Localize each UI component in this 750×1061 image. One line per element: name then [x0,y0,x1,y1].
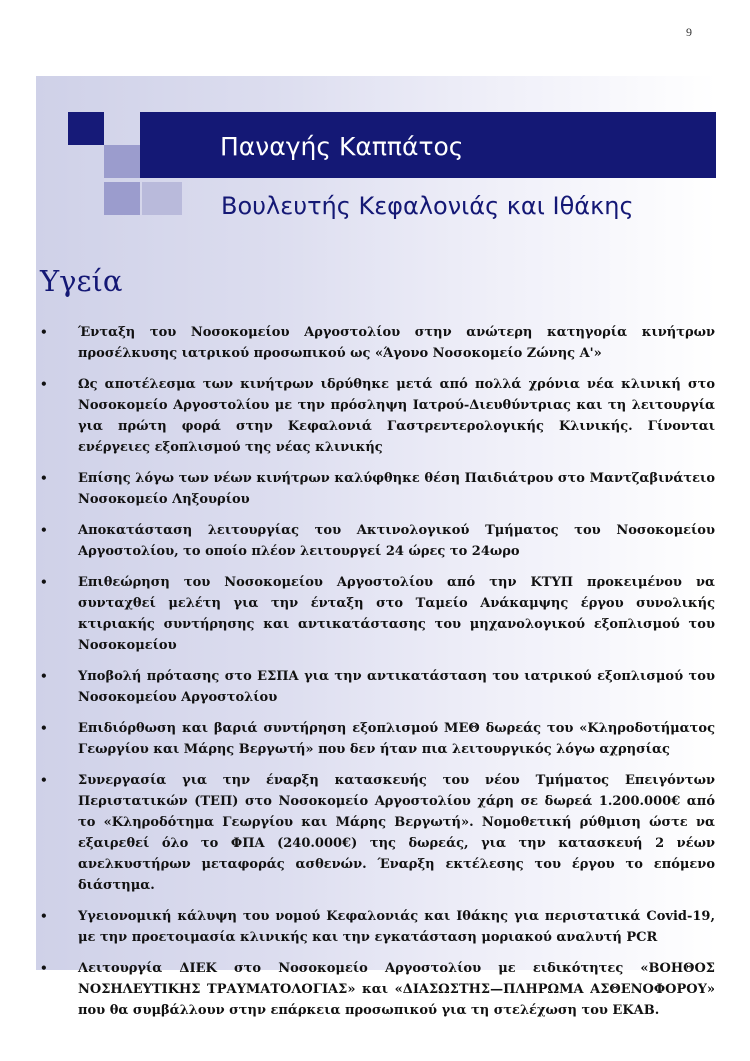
decorative-square-pale [142,182,182,215]
decorative-square-dark [68,112,104,145]
list-item [40,906,715,948]
header-subtitle: Βουλευτής Κεφαλονιάς και Ιθάκης [221,192,634,220]
list-item-text: Ως αποτέλεσμα των κινήτρων ιδρύθηκε μετά από πολλά χρόνια νέα κλινική στο Νοσοκομείο Αργοστολίου με την πρόσληψη Ιατρού-Διευθύντριας και τη λειτουργία για πρώτη φορά στην Κεφαλονιά Γαστρεντερολογικής Κλινικής. Γίνονται ενέργειες εξοπλισμού της νέας κλινικής [78,377,715,455]
list-item-text: Υγειονομική κάλυψη του νομού Κεφαλονιάς και Ιθάκης για περιστατικά Covid-19, με την προετοιμασία κλινικής και την εγκατάσταση μοριακού αναλυτή PCR [78,909,715,945]
bullet-icon: • [40,773,48,787]
list-item-text: Ένταξη του Νοσοκομείου Αργοστολίου στην ανώτερη κατηγορία κινήτρων προσέλκυσης ιατρικού προσωπικού ως «Άγονο Νοσοκομείο Ζώνης Α'» [78,325,715,361]
list-item [40,374,715,458]
list-item-text: Αποκατάσταση λειτουργίας του Ακτινολογικού Τμήματος του Νοσοκομείου Αργοστολίου, το οποίο πλέον λειτουργεί 24 ώρες το 24ωρο [78,523,715,559]
bullet-icon: • [40,523,48,537]
bullet-icon: • [40,377,48,391]
list-item-text: Υποβολή πρότασης στο ΕΣΠΑ για την αντικατάσταση του ιατρικού εξοπλισμού του Νοσοκομείου Αργοστολίου [78,669,715,705]
list-item [40,770,715,896]
header-name: Παναγής Καππάτος [220,132,464,161]
list-item-text: Επιθεώρηση του Νοσοκομείου Αργοστολίου από την ΚΤΥΠ προκειμένου να συνταχθεί μελέτη για την ένταξη στο Ταμείο Ανάκαμψης έργου συνολικής κτιριακής συντήρησης και αντικατάστασης του μηχανολογικού εξοπλισμού του Νοσοκομείου [78,575,715,653]
list-item [40,322,715,364]
bullet-icon: • [40,961,48,975]
bullet-icon: • [40,909,48,923]
list-item [40,718,715,760]
bullet-icon: • [40,471,48,485]
section-title: Υγεία [40,264,123,298]
list-item [40,958,715,1021]
list-item-text: Επιδιόρθωση και βαριά συντήρηση εξοπλισμού ΜΕΘ δωρεάς του «Κληροδοτήματος Γεωργίου και Μάρης Βεργωτή» που δεν ήταν πια λειτουργικός λόγω αχρησίας [78,721,715,757]
page-number: 9 [686,25,692,39]
list-item [40,666,715,708]
list-item-text: Συνεργασία για την έναρξη κατασκευής του νέου Τμήματος Επειγόντων Περιστατικών (ΤΕΠ) στο Νοσοκομείο Αργοστολίου χάρη σε δωρεά 1.200.000€ από το «Κληροδότημα Γεωργίου και Μάρης Βεργωτή». Νομοθετική ρύθμιση ώστε να εξαιρεθεί όλο το ΦΠΑ (240.000€) της δωρεάς, για την κατασκευή 2 νέων ανελκυστήρων μεταφοράς ασθενών. Έναρξη εκτέλεσης του έργου το επόμενο διάστημα. [78,773,715,893]
bullet-icon: • [40,575,48,589]
list-item [40,468,715,510]
decorative-square-light [104,182,140,215]
list-item-text: Λειτουργία ΔΙΕΚ στο Νοσοκομείο Αργοστολίου με ειδικότητες «ΒΟΗΘΟΣ ΝΟΣΗΛΕΥΤΙΚΗΣ ΤΡΑΥΜΑΤΟΛΟΓΙΑΣ» και «ΔΙΑΣΩΣΤΗΣ—ΠΛΗΡΩΜΑ ΑΣΘΕΝΟΦΟΡΟΥ» που θα συμβάλλουν στην επάρκεια προσωπικού για τη στελέχωση του ΕΚΑΒ. [78,961,715,1018]
bullet-icon: • [40,721,48,735]
bullet-icon: • [40,325,48,339]
list-item-text: Επίσης λόγω των νέων κινήτρων καλύφθηκε θέση Παιδιάτρου στο Μαντζαβινάτειο Νοσοκομείο Ληξουρίου [78,471,715,507]
list-item [40,520,715,562]
bullet-icon: • [40,669,48,683]
list-item [40,572,715,656]
decorative-square-light [104,145,140,178]
bullet-list [40,322,715,1031]
